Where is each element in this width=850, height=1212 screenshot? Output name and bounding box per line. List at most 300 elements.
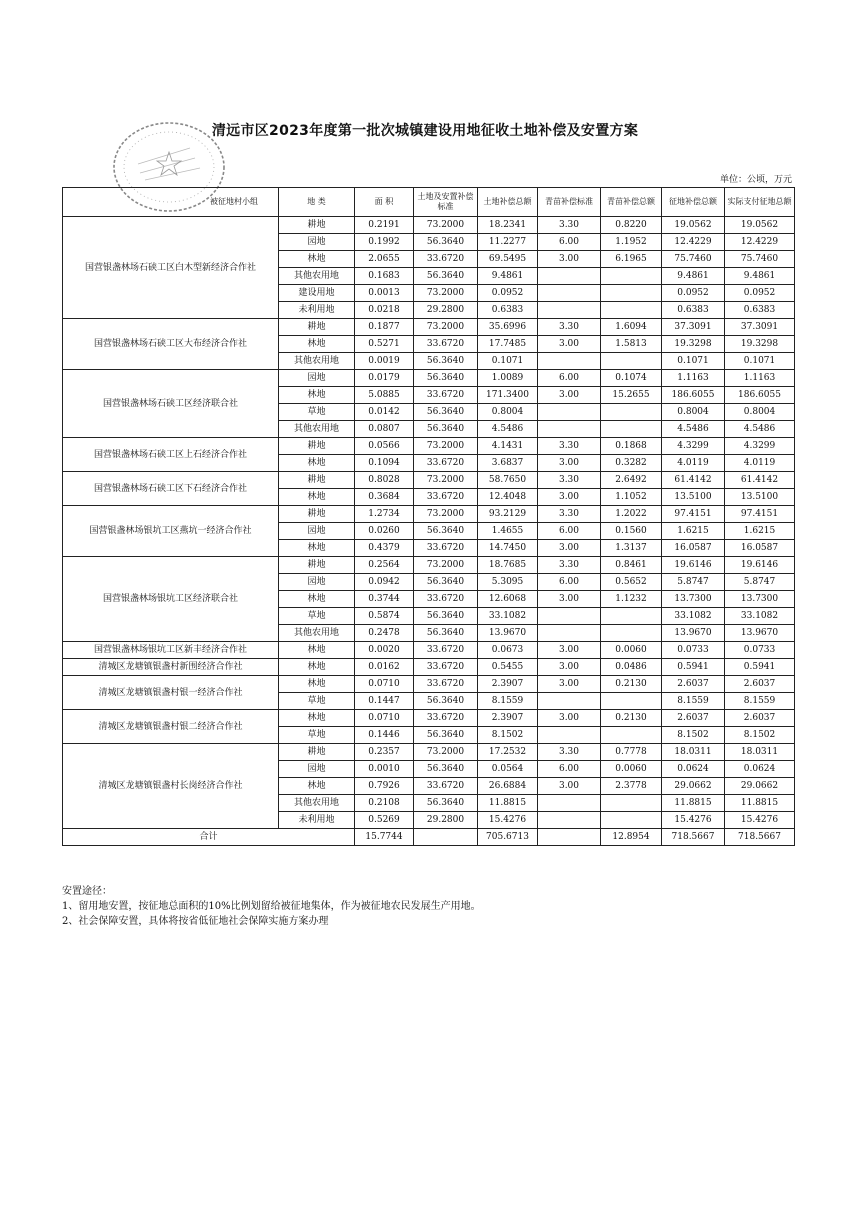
cell-crop-comp: 0.1868 [601,438,662,455]
cell-crop-standard [538,812,601,829]
village-name: 清城区龙塘镇银盏村长岗经济合作社 [63,744,279,829]
cell-land-standard: 73.2000 [414,217,478,234]
cell-land-comp: 93.2129 [478,506,538,523]
cell-land-type: 未利用地 [279,812,355,829]
cell-area: 0.7926 [355,778,414,795]
cell-crop-comp [601,795,662,812]
cell-crop-comp [601,285,662,302]
cell-land-standard: 33.6720 [414,710,478,727]
cell-total-comp: 15.4276 [662,812,725,829]
cell-crop-standard: 3.00 [538,489,601,506]
cell-crop-comp [601,693,662,710]
cell-land-comp: 5.3095 [478,574,538,591]
village-name: 国营银盏林场石硖工区上石经济合作社 [63,438,279,472]
cell-total-comp: 0.1071 [662,353,725,370]
cell-land-standard: 33.6720 [414,251,478,268]
cell-actual-paid: 5.8747 [725,574,795,591]
cell-crop-standard: 6.00 [538,523,601,540]
cell-land-comp: 9.4861 [478,268,538,285]
cell-area: 0.0142 [355,404,414,421]
cell-actual-paid: 4.0119 [725,455,795,472]
cell-actual-paid: 29.0662 [725,778,795,795]
cell-crop-comp: 2.6492 [601,472,662,489]
cell-land-standard: 33.6720 [414,676,478,693]
cell-actual-paid: 13.7300 [725,591,795,608]
cell-crop-comp [601,302,662,319]
table-row [63,676,795,693]
cell-crop-comp: 2.3778 [601,778,662,795]
cell-land-comp: 8.1559 [478,693,538,710]
cell-crop-comp [601,404,662,421]
table-row [63,744,795,761]
cell-land-comp: 4.1431 [478,438,538,455]
cell-land-standard: 33.6720 [414,455,478,472]
cell-crop-comp [601,268,662,285]
cell-land-type: 耕地 [279,744,355,761]
cell-land-comp: 69.5495 [478,251,538,268]
cell-land-standard: 73.2000 [414,557,478,574]
cell-total-comp: 75.7460 [662,251,725,268]
cell-area: 0.8028 [355,472,414,489]
cell-area: 0.0710 [355,710,414,727]
cell-actual-paid: 97.4151 [725,506,795,523]
cell-crop-comp: 6.1965 [601,251,662,268]
empty-cell [414,829,478,846]
cell-land-comp: 35.6996 [478,319,538,336]
cell-land-standard: 29.2800 [414,812,478,829]
cell-land-comp: 12.6068 [478,591,538,608]
cell-land-comp: 4.5486 [478,421,538,438]
cell-crop-standard: 3.00 [538,676,601,693]
cell-land-type: 林地 [279,540,355,557]
total-comp: 718.5667 [662,829,725,846]
cell-land-type: 园地 [279,761,355,778]
cell-actual-paid: 13.9670 [725,625,795,642]
cell-actual-paid: 186.6055 [725,387,795,404]
cell-land-type: 耕地 [279,472,355,489]
cell-land-type: 耕地 [279,319,355,336]
cell-land-standard: 56.3640 [414,795,478,812]
total-row [63,829,795,846]
cell-land-standard: 56.3640 [414,353,478,370]
header-land-type: 地 类 [279,188,355,217]
table-row [63,438,795,455]
cell-total-comp: 4.5486 [662,421,725,438]
cell-total-comp: 5.8747 [662,574,725,591]
cell-land-comp: 2.3907 [478,710,538,727]
cell-crop-comp: 0.0060 [601,642,662,659]
cell-land-standard: 73.2000 [414,744,478,761]
cell-crop-standard [538,285,601,302]
cell-area: 0.4379 [355,540,414,557]
cell-area: 0.0260 [355,523,414,540]
cell-total-comp: 4.3299 [662,438,725,455]
cell-area: 0.5271 [355,336,414,353]
cell-area: 0.1094 [355,455,414,472]
village-name: 清城区龙塘镇银盏村新围经济合作社 [63,659,279,676]
cell-land-type: 耕地 [279,438,355,455]
cell-area: 0.0807 [355,421,414,438]
cell-actual-paid: 19.0562 [725,217,795,234]
cell-total-comp: 0.5941 [662,659,725,676]
cell-land-standard: 73.2000 [414,319,478,336]
cell-land-standard: 56.3640 [414,404,478,421]
cell-land-standard: 73.2000 [414,438,478,455]
cell-total-comp: 4.0119 [662,455,725,472]
table-row [63,710,795,727]
cell-actual-paid: 2.6037 [725,710,795,727]
cell-total-comp: 97.4151 [662,506,725,523]
cell-crop-standard: 3.30 [538,319,601,336]
cell-actual-paid: 0.6383 [725,302,795,319]
cell-crop-comp: 0.8220 [601,217,662,234]
cell-land-standard: 73.2000 [414,472,478,489]
cell-crop-comp [601,421,662,438]
table-row [63,370,795,387]
cell-actual-paid: 1.1163 [725,370,795,387]
cell-actual-paid: 18.0311 [725,744,795,761]
cell-land-comp: 0.8004 [478,404,538,421]
total-area: 15.7744 [355,829,414,846]
cell-land-comp: 18.2341 [478,217,538,234]
cell-area: 1.2734 [355,506,414,523]
cell-actual-paid: 61.4142 [725,472,795,489]
cell-crop-standard: 3.30 [538,217,601,234]
cell-crop-comp: 0.2130 [601,710,662,727]
cell-area: 0.5874 [355,608,414,625]
cell-crop-comp: 1.1232 [601,591,662,608]
cell-crop-comp: 0.1074 [601,370,662,387]
cell-total-comp: 8.1502 [662,727,725,744]
cell-total-comp: 11.8815 [662,795,725,812]
cell-land-standard: 56.3640 [414,727,478,744]
cell-crop-standard [538,693,601,710]
table-row [63,557,795,574]
unit-label: 单位：公顷，万元 [719,175,792,185]
village-name: 国营银盏林场石硖工区经济联合社 [63,370,279,438]
total-actual-paid: 718.5667 [725,829,795,846]
table-header-row [63,188,795,217]
cell-land-type: 园地 [279,370,355,387]
cell-actual-paid: 0.0624 [725,761,795,778]
table-row [63,506,795,523]
village-name: 国营银盏林场石硖工区大布经济合作社 [63,319,279,370]
cell-land-standard: 56.3640 [414,574,478,591]
cell-total-comp: 1.6215 [662,523,725,540]
village-name: 清城区龙塘镇银盏村银二经济合作社 [63,710,279,744]
cell-land-standard: 33.6720 [414,642,478,659]
cell-total-comp: 19.3298 [662,336,725,353]
cell-land-comp: 171.3400 [478,387,538,404]
cell-actual-paid: 4.3299 [725,438,795,455]
cell-land-comp: 58.7650 [478,472,538,489]
village-name: 国营银盏林场石硖工区下石经济合作社 [63,472,279,506]
cell-crop-standard [538,302,601,319]
cell-actual-paid: 8.1559 [725,693,795,710]
cell-land-standard: 56.3640 [414,523,478,540]
cell-land-standard: 29.2800 [414,302,478,319]
cell-total-comp: 9.4861 [662,268,725,285]
cell-land-type: 草地 [279,693,355,710]
cell-crop-standard: 3.00 [538,591,601,608]
cell-land-comp: 0.1071 [478,353,538,370]
note-item: 1、留用地安置，按征地总面积的10%比例划留给被征地集体，作为被征地农民发展生产用地。 [62,901,481,912]
cell-actual-paid: 0.8004 [725,404,795,421]
cell-total-comp: 0.8004 [662,404,725,421]
cell-land-type: 其他农用地 [279,353,355,370]
cell-crop-standard: 3.00 [538,336,601,353]
cell-land-standard: 33.6720 [414,387,478,404]
table-row [63,642,795,659]
cell-land-comp: 13.9670 [478,625,538,642]
cell-crop-standard: 3.30 [538,438,601,455]
cell-total-comp: 13.5100 [662,489,725,506]
cell-land-comp: 12.4048 [478,489,538,506]
cell-land-standard: 56.3640 [414,761,478,778]
cell-land-type: 未利用地 [279,302,355,319]
cell-actual-paid: 75.7460 [725,251,795,268]
cell-land-type: 耕地 [279,506,355,523]
cell-crop-comp [601,608,662,625]
cell-crop-standard: 3.30 [538,557,601,574]
cell-land-comp: 0.6383 [478,302,538,319]
cell-actual-paid: 37.3091 [725,319,795,336]
cell-land-type: 林地 [279,387,355,404]
cell-land-standard: 56.3640 [414,370,478,387]
cell-land-standard: 33.6720 [414,591,478,608]
cell-actual-paid: 2.6037 [725,676,795,693]
cell-area: 0.0179 [355,370,414,387]
cell-land-type: 其他农用地 [279,795,355,812]
table-row [63,319,795,336]
cell-crop-comp: 1.3137 [601,540,662,557]
cell-land-type: 草地 [279,608,355,625]
header-land-comp: 土地补偿总额 [478,188,538,217]
cell-total-comp: 8.1559 [662,693,725,710]
cell-area: 0.5269 [355,812,414,829]
cell-actual-paid: 13.5100 [725,489,795,506]
cell-crop-standard: 3.00 [538,455,601,472]
cell-land-type: 园地 [279,523,355,540]
cell-land-type: 耕地 [279,217,355,234]
cell-crop-comp: 1.2022 [601,506,662,523]
cell-crop-standard [538,608,601,625]
cell-total-comp: 37.3091 [662,319,725,336]
cell-land-type: 其他农用地 [279,625,355,642]
cell-land-type: 林地 [279,659,355,676]
cell-area: 5.0885 [355,387,414,404]
cell-area: 0.0010 [355,761,414,778]
header-total-comp: 征地补偿总额 [662,188,725,217]
cell-actual-paid: 8.1502 [725,727,795,744]
resettlement-notes [62,884,481,929]
cell-total-comp: 19.0562 [662,217,725,234]
header-crop-comp: 青苗补偿总额 [601,188,662,217]
cell-crop-comp: 0.0486 [601,659,662,676]
cell-crop-comp: 1.6094 [601,319,662,336]
cell-total-comp: 13.9670 [662,625,725,642]
cell-actual-paid: 11.8815 [725,795,795,812]
cell-area: 0.0020 [355,642,414,659]
cell-crop-standard: 3.00 [538,778,601,795]
cell-total-comp: 0.6383 [662,302,725,319]
cell-land-standard: 73.2000 [414,285,478,302]
cell-crop-comp: 0.0060 [601,761,662,778]
cell-total-comp: 29.0662 [662,778,725,795]
cell-land-comp: 0.0673 [478,642,538,659]
cell-land-type: 林地 [279,676,355,693]
cell-land-comp: 3.6837 [478,455,538,472]
village-name: 清城区龙塘镇银盏村银一经济合作社 [63,676,279,710]
total-land-comp: 705.6713 [478,829,538,846]
cell-total-comp: 16.0587 [662,540,725,557]
cell-area: 0.0710 [355,676,414,693]
cell-area: 0.0019 [355,353,414,370]
cell-total-comp: 186.6055 [662,387,725,404]
cell-crop-comp: 1.1952 [601,234,662,251]
cell-crop-comp: 1.5813 [601,336,662,353]
cell-land-comp: 15.4276 [478,812,538,829]
cell-land-standard: 56.3640 [414,693,478,710]
cell-actual-paid: 1.6215 [725,523,795,540]
cell-actual-paid: 15.4276 [725,812,795,829]
cell-total-comp: 2.6037 [662,710,725,727]
cell-land-type: 其他农用地 [279,421,355,438]
cell-land-standard: 56.3640 [414,625,478,642]
cell-area: 0.0566 [355,438,414,455]
cell-area: 0.3744 [355,591,414,608]
cell-crop-comp [601,625,662,642]
document-title: 清远市区2023年度第一批次城镇建设用地征收土地补偿及安置方案 [211,123,639,139]
cell-land-type: 林地 [279,642,355,659]
cell-land-comp: 26.6884 [478,778,538,795]
cell-crop-standard [538,404,601,421]
cell-land-standard: 33.6720 [414,336,478,353]
cell-area: 0.1877 [355,319,414,336]
cell-land-comp: 17.2532 [478,744,538,761]
cell-crop-comp: 0.1560 [601,523,662,540]
cell-land-comp: 17.7485 [478,336,538,353]
cell-land-comp: 2.3907 [478,676,538,693]
cell-crop-standard: 6.00 [538,761,601,778]
cell-land-type: 园地 [279,574,355,591]
note-item: 2、社会保障安置，具体将按省低征地社会保障实施方案办理 [62,916,329,927]
cell-crop-standard [538,795,601,812]
cell-crop-standard: 6.00 [538,574,601,591]
table-row [63,659,795,676]
cell-crop-comp [601,812,662,829]
cell-actual-paid: 33.1082 [725,608,795,625]
cell-land-comp: 0.0564 [478,761,538,778]
cell-crop-standard: 3.00 [538,710,601,727]
cell-total-comp: 61.4142 [662,472,725,489]
cell-crop-comp [601,727,662,744]
cell-land-type: 建设用地 [279,285,355,302]
cell-land-type: 草地 [279,404,355,421]
cell-crop-comp: 0.3282 [601,455,662,472]
cell-area: 0.1447 [355,693,414,710]
cell-area: 0.2564 [355,557,414,574]
cell-land-comp: 0.0952 [478,285,538,302]
cell-area: 0.2108 [355,795,414,812]
cell-crop-comp [601,353,662,370]
cell-area: 0.3684 [355,489,414,506]
total-crop-comp: 12.8954 [601,829,662,846]
cell-crop-standard: 3.00 [538,642,601,659]
cell-area: 0.1683 [355,268,414,285]
cell-land-comp: 1.0089 [478,370,538,387]
village-name: 国营银盏林场石硖工区白木型新经济合作社 [63,217,279,319]
cell-area: 0.2191 [355,217,414,234]
cell-total-comp: 0.0952 [662,285,725,302]
village-name: 国营银盏林场银坑工区燕坑一经济合作社 [63,506,279,557]
cell-total-comp: 0.0733 [662,642,725,659]
cell-total-comp: 1.1163 [662,370,725,387]
cell-crop-comp: 0.2130 [601,676,662,693]
cell-crop-comp: 0.5652 [601,574,662,591]
cell-land-comp: 33.1082 [478,608,538,625]
cell-crop-standard: 3.30 [538,744,601,761]
cell-crop-standard [538,268,601,285]
cell-land-comp: 0.5455 [478,659,538,676]
cell-area: 0.1992 [355,234,414,251]
cell-actual-paid: 16.0587 [725,540,795,557]
cell-crop-standard: 6.00 [538,370,601,387]
cell-total-comp: 13.7300 [662,591,725,608]
cell-area: 0.0162 [355,659,414,676]
cell-total-comp: 12.4229 [662,234,725,251]
cell-land-standard: 73.2000 [414,506,478,523]
cell-land-type: 草地 [279,727,355,744]
cell-crop-standard: 3.00 [538,540,601,557]
cell-area: 0.1446 [355,727,414,744]
cell-total-comp: 18.0311 [662,744,725,761]
cell-total-comp: 19.6146 [662,557,725,574]
cell-land-type: 耕地 [279,557,355,574]
cell-area: 0.2357 [355,744,414,761]
cell-area: 2.0655 [355,251,414,268]
cell-area: 0.0942 [355,574,414,591]
cell-land-standard: 56.3640 [414,268,478,285]
cell-land-type: 园地 [279,234,355,251]
cell-land-comp: 14.7450 [478,540,538,557]
cell-land-standard: 33.6720 [414,540,478,557]
cell-land-standard: 33.6720 [414,489,478,506]
cell-land-type: 林地 [279,489,355,506]
cell-crop-standard: 6.00 [538,234,601,251]
cell-area: 0.2478 [355,625,414,642]
cell-land-standard: 33.6720 [414,778,478,795]
cell-land-type: 其他农用地 [279,268,355,285]
cell-crop-standard: 3.00 [538,659,601,676]
table-row [63,217,795,234]
village-name: 国营银盏林场银坑工区新丰经济合作社 [63,642,279,659]
cell-land-comp: 18.7685 [478,557,538,574]
cell-land-type: 林地 [279,591,355,608]
cell-crop-standard: 3.30 [538,506,601,523]
header-area: 面 积 [355,188,414,217]
cell-land-comp: 11.8815 [478,795,538,812]
table-row [63,472,795,489]
cell-crop-standard: 3.30 [538,472,601,489]
cell-land-type: 林地 [279,336,355,353]
header-actual-paid: 实际支付征地总额 [725,188,795,217]
cell-actual-paid: 4.5486 [725,421,795,438]
village-name: 国营银盏林场银坑工区经济联合社 [63,557,279,642]
cell-actual-paid: 0.0733 [725,642,795,659]
cell-land-standard: 56.3640 [414,234,478,251]
cell-land-type: 林地 [279,455,355,472]
